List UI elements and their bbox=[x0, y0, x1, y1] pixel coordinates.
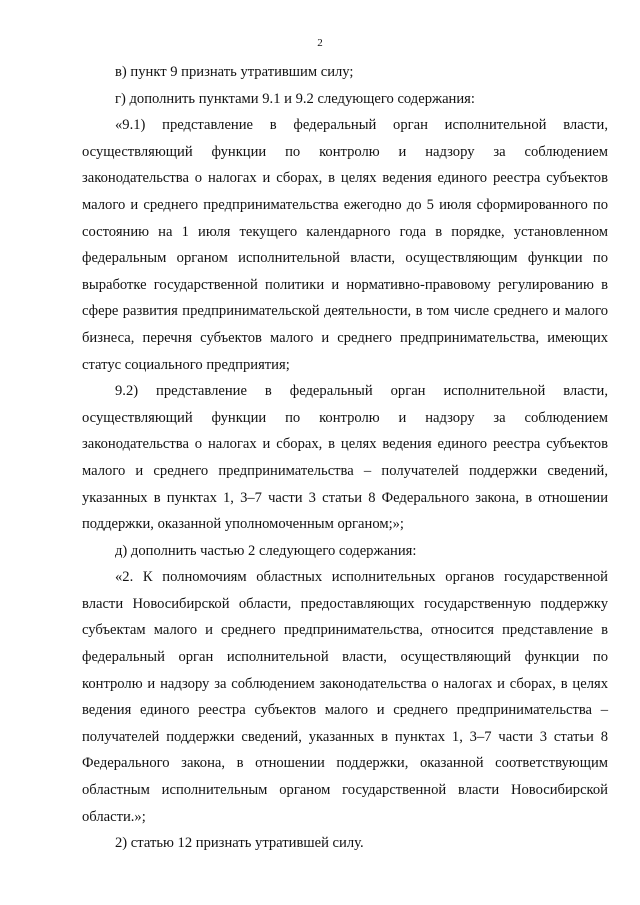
document-body bbox=[82, 59, 608, 857]
page-number: 2 bbox=[317, 37, 323, 49]
paragraph-item-v: в) пункт 9 признать утратившим силу; bbox=[115, 64, 354, 80]
paragraph-part-2: «2. К полномочиям областных исполнительных органов государственной власти Новосибирской области, предоставляющих государственную поддержку субъектам малого и среднего предпринимательства, относится представление в федеральный орган исполнительной власти, осуществляющий функции по контролю и надзору за соблюдением законодательства о налогах и сборах, в целях ведения единого реестра субъектов малого и среднего предпринимательства – получателей поддержки сведений, указанных в пунктах 1, 3–7 части 3 статьи 8 Федерального закона, в отношении поддержки, оказанной соответствующим областным исполнительным органом государственной власти Новосибирской области.»; bbox=[82, 569, 608, 825]
paragraph-item-g: г) дополнить пунктами 9.1 и 9.2 следующего содержания: bbox=[115, 90, 475, 107]
paragraph-item-d: д) дополнить частью 2 следующего содержания: bbox=[115, 542, 417, 559]
paragraph-point-9-2: 9.2) представление в федеральный орган исполнительной власти, осуществляющий функции по контролю и надзору за соблюдением законодательства о налогах и сборах, в целях ведения единого реестра субъектов малого и среднего предпринимательства – получателей поддержки сведений, указанных в пунктах 1, 3–7 части 3 статьи 8 Федерального закона, в отношении поддержки, оказанной уполномоченным органом;»; bbox=[82, 383, 608, 533]
paragraph-point-9-1: «9.1) представление в федеральный орган исполнительной власти, осуществляющий функции по контролю и надзору за соблюдением законодательства о налогах и сборах, в целях ведения единого реестра субъектов малого и среднего предпринимательства ежегодно до 5 июля сформированного по состоянию на 1 июля текущего календарного года в порядке, установленном федеральным органом исполнительной власти, осуществляющим функции по выработке государственной политики и нормативно-правовому регулированию в сфере развития предпринимательской деятельности, в том числе среднего и малого бизнеса, перечня субъектов малого и среднего предпринимательства, имеющих статус социального предприятия; bbox=[82, 117, 608, 373]
paragraph-item-2: 2) статью 12 признать утратившей силу. bbox=[115, 835, 364, 852]
